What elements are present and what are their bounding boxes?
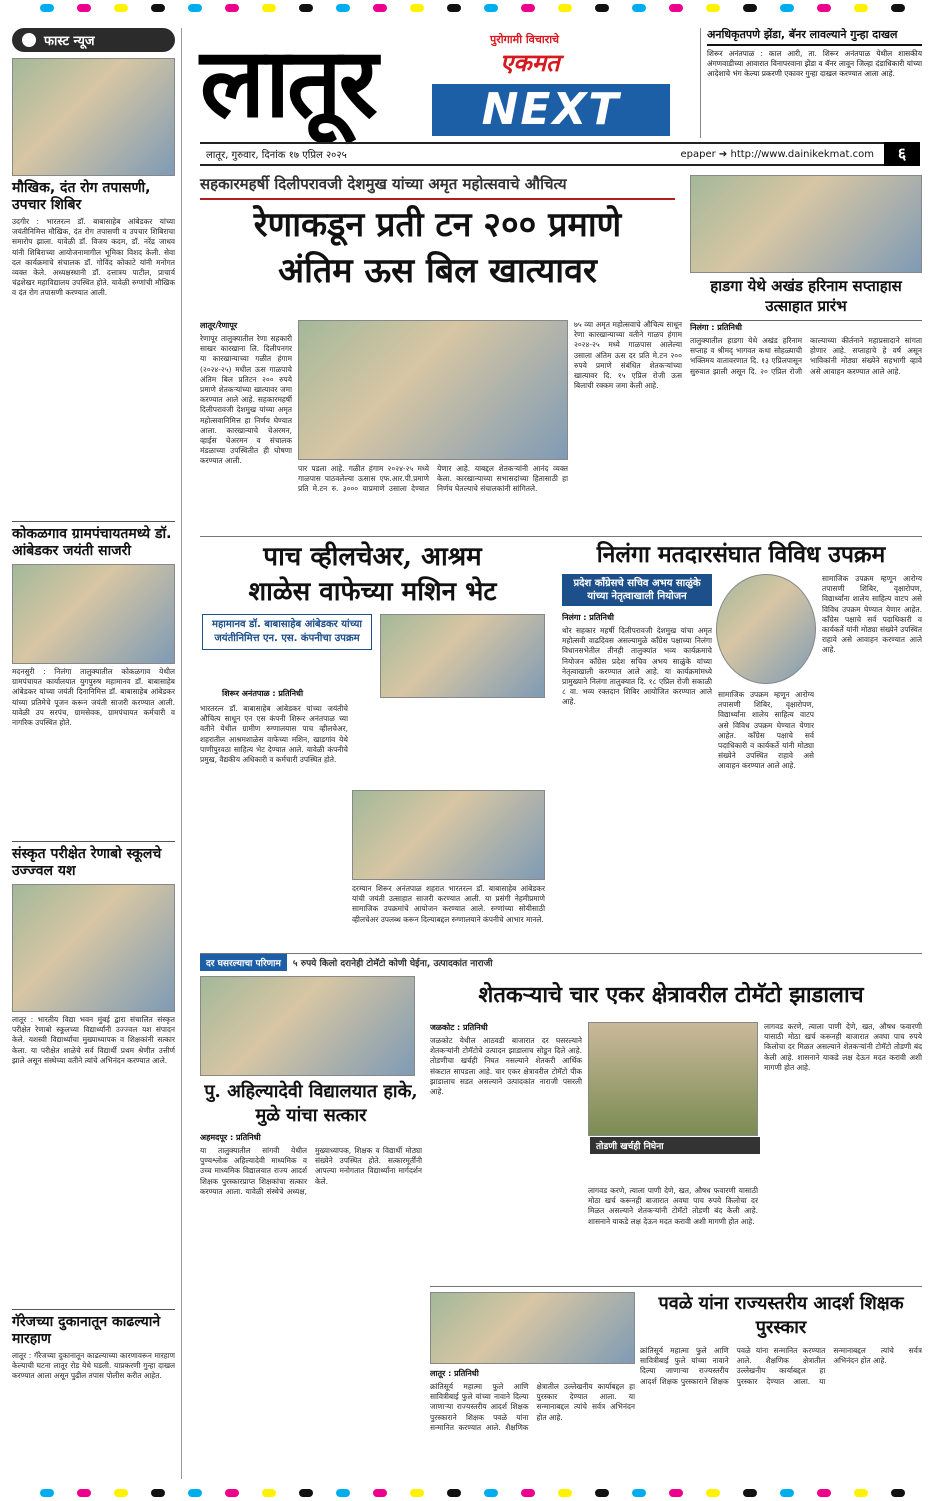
tomato-body: जळकोट येथील आठवडी बाजारात दर घसरल्याने शेतकऱ्यांनी टोमॅटोचे उत्पादन झाडालाच सोडून दिले आहे. तोडणीचा खर्चही निघत नसल्याने शेतकरी आर्थिक संकटात सापडला आहे. चार एकर क्षेत्रावरील टोमॅटो पीक झाडालाच सडत असल्याने उत्पादकांत नाराजी पसरली आहे. <box>430 1036 582 1097</box>
brief-news <box>700 28 922 138</box>
award-byline: लातूर : प्रतिनिधी <box>430 1369 479 1378</box>
date-bar <box>200 142 920 166</box>
section-divider <box>430 1286 922 1287</box>
nilanga-body-right: सामाजिक उपक्रम म्हणून आरोग्य तपासणी शिबिर, वृक्षारोपण, विद्यार्थ्यांना शालेय साहित्य वाटप असे विविध उपक्रम घेण्यात येणार आहेत. काँग्रेस पक्षाचे सर्व पदाधिकारी व कार्यकर्ते यांनी मोठ्या संख्येने उपस्थित राहावे असे आवाहन करण्यात आले आहे. <box>822 574 922 655</box>
main-body-continued: पार पडला आहे. गळीत हंगाम २०२४-२५ मध्ये गाळपास पाठवलेल्या ऊसास एफ.आर.पी.प्रमाणे प्रति मे.टन रु. ३००० याप्रमाणे उसाला देण्यात येणार आहे. याबद्दल शेतकऱ्यांनी आनंद व्यक्त केला. कारखान्याच्या सभासदांच्या हितासाठी हा निर्णय घेतल्याचे संचालकांनी सांगितले. <box>298 464 568 494</box>
chevron-down-icon <box>22 33 36 47</box>
tomato-banner <box>200 953 922 971</box>
tomato-field-photo <box>588 1022 758 1136</box>
wheelchair-headline-line2: शाळेस वाफेच्या मशिन भेट <box>248 577 497 607</box>
main-body-right: ७५ व्या अमृत महोत्सवाचे औचित्य साधून रेणा कारखान्याच्या वतीने गाळप हंगाम २०२४-२५ मध्ये गाळपास आलेल्या उसाला अंतिम ऊस दर प्रति मे.टन २०० रुपये प्रमाणे संबंधित शेतकऱ्यांच्या खात्यावर दि. १५ एप्रिल रोजी ऊस बिलाची रक्कम जमा केली आहे. <box>574 320 682 391</box>
award-story <box>430 1368 635 1476</box>
ambedkar-jayanti-photo <box>12 564 175 664</box>
tomato-byline: जळकोट : प्रतिनिधी <box>430 1023 488 1032</box>
ahilyadevi-headline: पु. अहिल्यादेवी विद्यालयात हाके, मुळे यांचा सत्कार <box>204 1081 418 1126</box>
award-body: क्रांतिसूर्य महात्मा फुले आणि सावित्रीबाई फुले यांच्या नावाने दिल्या जाणाऱ्या राज्यस्तरीय आदर्श शिक्षक पुरस्काराने शिक्षक पवळे यांना सन्मानित करण्यात आले. शैक्षणिक क्षेत्रातील उल्लेखनीय कार्याबद्दल हा पुरस्कार देण्यात आला. या सन्मानाबद्दल त्यांचे सर्वत्र अभिनंदन होत आहे. <box>430 1382 635 1432</box>
nilanga-subhead: प्रदेश काँग्रेसचे सचिव अभय साळुंके यांच्या नेतृत्वाखाली नियोजन <box>562 574 712 606</box>
story-headline: गॅरेजच्या दुकानातून काढल्याने मारहाण <box>12 1314 161 1347</box>
ahilyadevi-byline: अहमदपूर : प्रतिनिधी <box>200 1133 261 1142</box>
story-headline: संस्कृत परीक्षेत रेणाबो स्कूलचे उज्ज्वल यश <box>12 846 162 879</box>
tomato-headline: शेतकऱ्याचे चार एकर क्षेत्रावरील टोमॅटो झाडालाच <box>478 982 864 1008</box>
story-headline: कोकळगाव ग्रामपंचायतमध्ये डॉ. आंबेडकर जयंती साजरी <box>12 526 172 559</box>
edition-date: लातूर, गुरुवार, दिनांक १७ एप्रिल २०२५ <box>206 150 347 161</box>
award-body-right: क्रांतिसूर्य महात्मा फुले आणि सावित्रीबाई फुले यांच्या नावाने दिल्या जाणाऱ्या राज्यस्तरीय आदर्श शिक्षक पुरस्काराने शिक्षक पवळे यांना सन्मानित करण्यात आले. शैक्षणिक क्षेत्रातील उल्लेखनीय कार्याबद्दल हा पुरस्कार देण्यात आला. या सन्मानाबद्दल त्यांचे सर्वत्र अभिनंदन होत आहे. <box>640 1346 922 1386</box>
tomato-body-continued: लागवड करणे, त्याला पाणी देणे, खत, औषध फवारणी यासाठी मोठा खर्च करूनही बाजारात अवघा पाच रुपये किलोचा दर मिळत असल्याने शेतकऱ्यांनी टोमॅटो तोडणी बंद केली आहे. शासनाने याकडे लक्ष देऊन मदत करावी अशी मागणी होत आहे. <box>588 1186 758 1226</box>
harinam-photo <box>690 175 922 273</box>
nilanga-headline: निलंगा मतदारसंघात विविध उपक्रम <box>596 541 886 568</box>
harinam-byline: निलंगा : प्रतिनिधी <box>690 323 742 332</box>
epaper-link[interactable]: epaper ➔ http://www.dainikekmat.com <box>680 148 874 160</box>
wheelchair-body-continued: दरम्यान शिरूर अनंतपाळ शहरात भारतरत्न डॉ. बाबासाहेब आंबेडकर यांची जयंती उत्साहात साजरी करण्यात आली. या प्रसंगी नेहमीप्रमाणे सामाजिक उपक्रमांचे आयोजन करण्यात आले. रुग्णांच्या सोयीसाठी व्हीलचेअर उपलब्ध करून दिल्याबद्दल रुग्णालयाने कंपनीचे आभार मानले. <box>352 884 545 924</box>
school-students-photo <box>12 884 175 1012</box>
fast-news-column <box>12 28 182 1479</box>
tomato-banner-label: दर घसरल्याचा परिणाम <box>200 954 287 971</box>
main-kicker: सहकारमहर्षी दिलीपरावजी देशमुख यांच्या अमृत महोत्सवाचे औचित्य <box>200 174 675 200</box>
ahilyadevi-body: या तालुक्यातील सांगवी येथील पुण्यश्लोक अहिल्यादेवी माध्यमिक व उच्च माध्यमिक विद्यालयात राज्य आदर्श शिक्षक पुरस्कारप्राप्त शिक्षकांचा सत्कार करण्यात आला. यावेळी संस्थेचे अध्यक्ष, मुख्याध्यापक, शिक्षक व विद्यार्थी मोठ्या संख्येने उपस्थित होते. सत्कारमूर्तींनी आपल्या मनोगतात विद्यार्थ्यांना मार्गदर्शन केले. <box>200 1146 422 1196</box>
main-headline-line2: अंतिम ऊस बिल खात्यावर <box>278 251 597 291</box>
wheelchair-byline: शिरूर अनंतपाळ : प्रतिनिधी <box>222 689 304 698</box>
health-camp-photo <box>12 58 175 176</box>
main-headline-line1: रेणाकडून प्रती टन २०० प्रमाणे <box>253 205 622 245</box>
masthead-next-logo: NEXT <box>432 84 670 136</box>
harinam-body: तालुक्यातील हाडगा येथे अखंड हरिनाम सप्ताह व श्रीमद् भागवत कथा सोहळ्याची भक्तिमय वातावरणात दि. १३ एप्रिलपासून सुरुवात झाली असून दि. २० एप्रिल रोजी काल्याच्या कीर्तनाने महाप्रसादाने सांगता होणार आहे. सप्ताहाचे हे वर्ष असून भाविकांनी मोठ्या संख्येने सहभागी व्हावे असे आवाहन करण्यात आले आहे. <box>690 336 922 376</box>
award-photo <box>430 1292 635 1364</box>
tomato-story <box>430 1022 582 1280</box>
wheelchair-body: भारतरत्न डॉ. बाबासाहेब आंबेडकर यांच्या जयंतीचे औचित्य साधून एन एस कंपनी शिरूर अनंतपाळ च्या वतीने येथील ग्रामीण रुग्णालयास पाच व्हीलचेअर, शहरातील आश्रमशाळेस वाफेच्या मशिन, खाडगांव येथे पाणीपुरवठा साहित्य भेट देण्यात आले. यावेळी कंपनीचे प्रमुख, वैद्यकीय अधिकारी व कर्मचारी उपस्थित होते. <box>200 704 348 765</box>
tomato-banner-text: ५ रुपये किलो दरानेही टोमॅटो कोणी घेईना, उत्पादकांत नाराजी <box>292 959 493 969</box>
nilanga-body: थोर सहकार महर्षी दिलीपरावजी देशमुख यांचा अमृत महोत्सवी वाढदिवस असल्यामुळे काँग्रेस पक्षाच्या निलंगा विधानसभेतील तीनही तालुक्यांत भव्य कार्यक्रमाचे नियोजन काँग्रेस प्रदेश सचिव अभय साळुंके यांच्या नेतृत्वाखाली करण्यात आले आहे. या कार्यक्रमांमध्ये प्रामुख्याने निलंगा तालुक्यात दि. १८ एप्रिल रोजी सकाळी ८ वा. भव्य रक्तदान शिबिर आयोजित करण्यात आले आहे. <box>562 626 712 707</box>
nilanga-body-middle: सामाजिक उपक्रम म्हणून आरोग्य तपासणी शिबिर, वृक्षारोपण, विद्यार्थ्यांना शालेय साहित्य वाटप असे विविध उपक्रम घेण्यात येणार आहेत. काँग्रेस पक्षाचे सर्व पदाधिकारी व कार्यकर्ते यांनी मोठ्या संख्येने उपस्थित राहावे असे आवाहन करण्यात आले आहे. <box>718 690 814 771</box>
masthead-title: लातूर <box>200 26 375 139</box>
main-body: रेणापूर तालुक्यातील रेणा सहकारी साखर कारखाना लि. दिलीपनगर या कारखान्याच्या गळीत हंगाम (२०२४-२५) मधील ऊस गाळपाचे अंतिम बिल प्रतिटन २०० रुपये प्रमाणे शेतकऱ्यांच्या खात्यावर जमा करण्यात आले आहे. सहकारमहर्षी दिलीपरावजी देशमुख यांच्या अमृत महोत्सवानिमित्त हा निर्णय घेण्यात आला. कारखान्याचे चेअरमन, व्हाईस चेअरमन व संचालक मंडळाच्या उपस्थितीत ही घोषणा करण्यात आली. <box>200 334 292 466</box>
fast-news-label: फास्ट न्यूज <box>44 34 95 49</box>
tomato-body-right: लागवड करणे, त्याला पाणी देणे, खत, औषध फवारणी यासाठी मोठा खर्च करूनही बाजारात अवघा पाच रुपये किलोचा दर मिळत असल्याने शेतकऱ्यांनी टोमॅटो तोडणी बंद केली आहे. शासनाने याकडे लक्ष देऊन मदत करावी अशी मागणी होत आहे. <box>764 1022 922 1072</box>
story-body: उदगीर : भारतरत्न डॉ. बाबासाहेब आंबेडकर यांच्या जयंतीनिमित्त मौखिक, दंत रोग तपासणी व उपचार शिबिराचा समारोप झाला. यावेळी डॉ. विजय कदम, डॉ. नरेंद्र जाधव यांनी शिबिराच्या आयोजनामागील भूमिका विशद केली. सेवा दल कार्यक्रमाचे संचालक डॉ. गोविंद कोकाटे यांनी मनोगत व्यक्त केले. अध्यक्षस्थानी डॉ. दत्तात्रय पाटील, प्राचार्य चंद्रशेखर महाविद्यालय उपस्थित होते. यावेळी रुग्णांची मौखिक व दंत रोग तपासणी करण्यात आली. <box>12 217 175 298</box>
divider <box>12 521 175 522</box>
main-story-photo <box>298 320 568 460</box>
registration-marks-top <box>40 4 905 12</box>
nilanga-story <box>562 612 712 942</box>
main-byline: लातूर/रेणापूर <box>200 321 238 330</box>
tomato-photo-caption: तोडणी खर्चही निघेना <box>590 1137 760 1154</box>
wheelchair-headline-line1: पाच व्हीलचेअर, आश्रम <box>263 542 482 572</box>
brief-body: शिरूर अनंतपाळ : काल आरी, ता. शिरूर अनंतपाळ येथील शासकीय अंगणवाडीच्या आवारात विनापरवाना झेंडा व बॅनर लावून जिल्हा दंडाधिकारी यांच्या आदेशाचे भंग केल्या प्रकरणी एकावर गुन्हा दाखल करण्यात आला आहे. <box>707 49 922 79</box>
wheelchair-subhead: महामानव डॉ. बाबासाहेब आंबेडकर यांच्या जयंतीनिमित्त एन. एस. कंपनीचा उपक्रम <box>202 614 372 650</box>
story-headline: मौखिक, दंत रोग तपासणी, उपचार शिबिर <box>12 180 151 213</box>
story-body: लातूर : भारतीय विद्या भवन मुंबई द्वारा संचालित संस्कृत परीक्षेत रेणाबो स्कूलच्या विद्यार्थ्यांनी उज्ज्वल यश संपादन केले. यशस्वी विद्यार्थ्यांचा मुख्याध्यापक व शिक्षकांनी सत्कार केला. या परीक्षेत शाळेचे सर्व विद्यार्थी प्रथम श्रेणीत उत्तीर्ण झाले असून संस्थेच्या वतीने त्यांचे अभिनंदन करण्यात आले. <box>12 1015 175 1065</box>
divider <box>12 841 175 842</box>
page-number: ६ <box>884 142 920 166</box>
wheelchair-photo-2 <box>352 790 545 880</box>
divider <box>12 1309 175 1310</box>
registration-marks-bottom <box>40 1489 905 1497</box>
award-headline: पवळे यांना राज्यस्तरीय आदर्श शिक्षक पुरस्कार <box>658 1293 904 1338</box>
story-body: लातूर : गॅरेजच्या दुकानातून काढल्याच्या कारणावरून मारहाण केल्याची घटना लातूर रोड येथे घडली. याप्रकरणी गुन्हा दाखल करण्यात आला असून पुढील तपास पोलीस करीत आहेत. <box>12 1351 175 1381</box>
masthead <box>200 28 680 140</box>
abhay-salunke-photo <box>716 574 816 684</box>
harinam-headline: हाडगा येथे अखंड हरिनाम सप्ताहास उत्साहात प्रारंभ <box>690 276 922 321</box>
main-headline <box>200 202 675 294</box>
main-story-col1 <box>200 320 292 532</box>
section-divider <box>200 536 922 537</box>
ahilyadevi-story <box>200 1132 422 1477</box>
brief-headline: अनधिकृतपणे झेंडा, बॅनर लावल्याने गुन्हा दाखल <box>707 28 922 46</box>
wheelchair-headline <box>200 540 545 610</box>
story-body: मदनसुरी : निलंगा तालुक्यातील कोकळगाव येथील ग्रामपंचायत कार्यालयात युगपुरुष महामानव डॉ. बाबासाहेब आंबेडकर यांच्या जयंती दिनानिमित्त डॉ. बाबासाहेब आंबेडकर यांच्या प्रतिमेचे पूजन करून जयंती साजरी करण्यात आली. यावेळी उप सरपंच, ग्रामसेवक, ग्रामपंचायत कर्मचारी व नागरिक उपस्थित होते. <box>12 667 175 728</box>
masthead-brand: एकमत <box>500 49 560 77</box>
fast-news-bar <box>12 28 175 52</box>
nilanga-byline: निलंगा : प्रतिनिधी <box>562 613 614 622</box>
wheelchair-photo-1 <box>380 614 545 698</box>
felicitation-photo <box>200 976 415 1076</box>
harinam-story <box>690 322 922 532</box>
masthead-tagline: पुरोगामी विचाराचे <box>490 33 560 46</box>
